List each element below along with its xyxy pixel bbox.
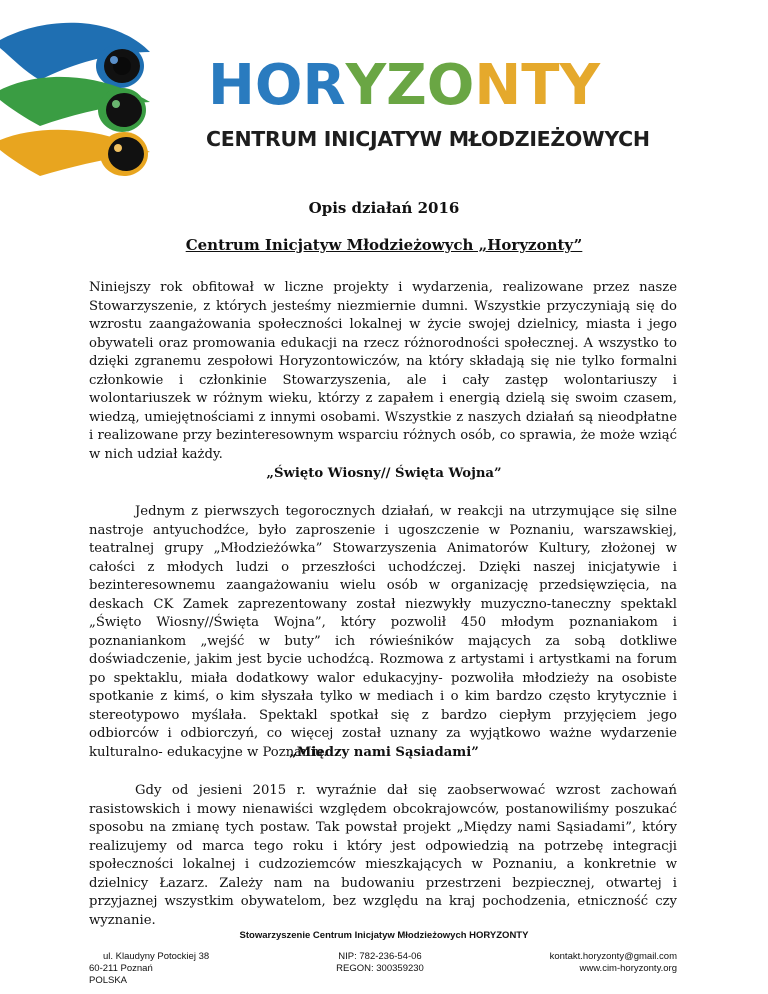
footer-address-street: ul. Klaudyny Potockiej 38 <box>103 951 210 962</box>
footer-email: kontakt.horyzonty@gmail.com <box>549 951 677 962</box>
logo-letter: O <box>426 53 475 118</box>
logo-letter: O <box>254 53 303 118</box>
logo-letter: Z <box>386 53 427 118</box>
footer-address-city: 60-211 Poznań <box>89 963 153 974</box>
footer-contact <box>490 951 677 975</box>
logo-letter: T <box>521 53 560 118</box>
logo-letter: R <box>302 53 346 118</box>
section-paragraph-miedzy-nami-sasiadami: Gdy od jesieni 2015 r. wyraźnie dał się zaobserwować wzrost zachowań rasistowskich i mowy nienawiści względem obcokrajowców, postanowiliśmy poszukać sposobu na zmianę tych postaw. Tak powstał projekt „Między nami Sąsiadami”, który realizujemy od marca tego roku i który jest odpowiedzią na potrzebę integracji społeczności lokalnej i cudzoziemców mieszkających w Poznaniu, a konkretnie w dzielnicy Łazarz. Zależy nam na budowaniu przestrzeni bezpiecznej, otwartej i przyjaznej wszystkim obywatelom, bez względu na kraj pochodzenia, etniczność czy wyznanie. <box>89 783 677 928</box>
document-title: Opis działań 2016 <box>308 199 460 217</box>
footer-registration <box>300 951 460 975</box>
footer-nip: NIP: 782-236-54-06 <box>338 951 422 962</box>
logo-subtitle: CENTRUM INICJATYW MŁODZIEŻOWYCH <box>206 127 650 151</box>
footer-regon: REGON: 300359230 <box>336 963 424 974</box>
footer-address <box>89 951 289 987</box>
logo-letter: Y <box>559 53 601 118</box>
section-heading-swieto-wiosny: „Święto Wiosny// Święta Wojna” <box>266 466 502 481</box>
yellow-eye-icon <box>0 130 150 176</box>
footer-organization-name: Stowarzyszenie Centrum Inicjatyw Młodzieżowych HORYZONTY <box>239 930 529 941</box>
three-eyes-logo-icon <box>0 0 200 190</box>
logo-wordmark <box>208 53 601 118</box>
intro-paragraph: Niniejszy rok obfitował w liczne projekty i wydarzenia, realizowane przez nasze Stowarzyszenie, z których jesteśmy niezmiernie dumni. Wszystkie przyczyniają się do wzrostu zaangażowania społeczności lokalnej w życie swojej dzielnicy, miasta i jego obywateli oraz promowania edukacji na rzecz różnorodności społecznej. A wszystko to dzięki zgranemu zespołowi Horyzontowiczów, na który składają się nie tylko formalni członkowie i członkinie Stowarzyszenia, ale i cały zastęp wolontariuszy i wolontariuszek w różnym wieku, którzy z zapałem i energią dzielą się swoim czasem, wiedzą, umiejętnościami z innymi osobami. Wszystkie z naszych działań są nieodpłatne i realizowane przy bezinteresownym wsparciu różnych osób, co sprawia, że może wziąć w nich udział każdy. <box>89 280 677 462</box>
section-heading-miedzy-nami-sasiadami: „Między nami Sąsiadami” <box>289 745 479 760</box>
organization-title: Centrum Inicjatyw Młodzieżowych „Horyzonty” <box>185 236 583 254</box>
logo-letter: N <box>474 53 522 118</box>
section-paragraph-swieto-wiosny: Jednym z pierwszych tegorocznych działań, w reakcji na utrzymujące się silne nastroje antyuchodźce, było zaproszenie i ugoszczenie w Poznaniu, warszawskiej, teatralnej grupy „Młodzieżówka” Stowarzyszenia Animatorów Kultury, złożonej w całości z młodych ludzi o przeszłości uchodźczej. Dzięki naszej inicjatywie i bezinteresownemu zaangażowaniu wielu osób w organizację przedsięwzięcia, na deskach CK Zamek zaprezentowany został niezwykły muzyczno-taneczny spektakl „Święto Wiosny//Święta Wojna”, który pozwolił 450 młodym poznaniakom i poznaniankom „wejść w buty” ich rówieśników mających za sobą dotkliwe doświadczenie, jakim jest bycie uchodźcą. Rozmowa z artystami i artystkami na forum po spektaklu, miała dodatkowy walor edukacyjny- pozwoliła młodzieży na osobiste spotkanie z kimś, o kim słyszała tylko w mediach i o kim bardzo często krytycznie i stereotypowo myślała. Spektakl spotkał się z bardzo ciepłym przyjęciem jego odbiorców i odbiorczyń, co więcej został uznany za wyjątkowo ważne wydarzenie kulturalno- edukacyjne w Poznaniu. <box>89 504 677 760</box>
footer-address-country: POLSKA <box>89 975 128 986</box>
footer-website: www.cim-horyzonty.org <box>579 963 677 974</box>
logo-letter: Y <box>345 53 387 118</box>
logo-letter: H <box>208 53 255 118</box>
